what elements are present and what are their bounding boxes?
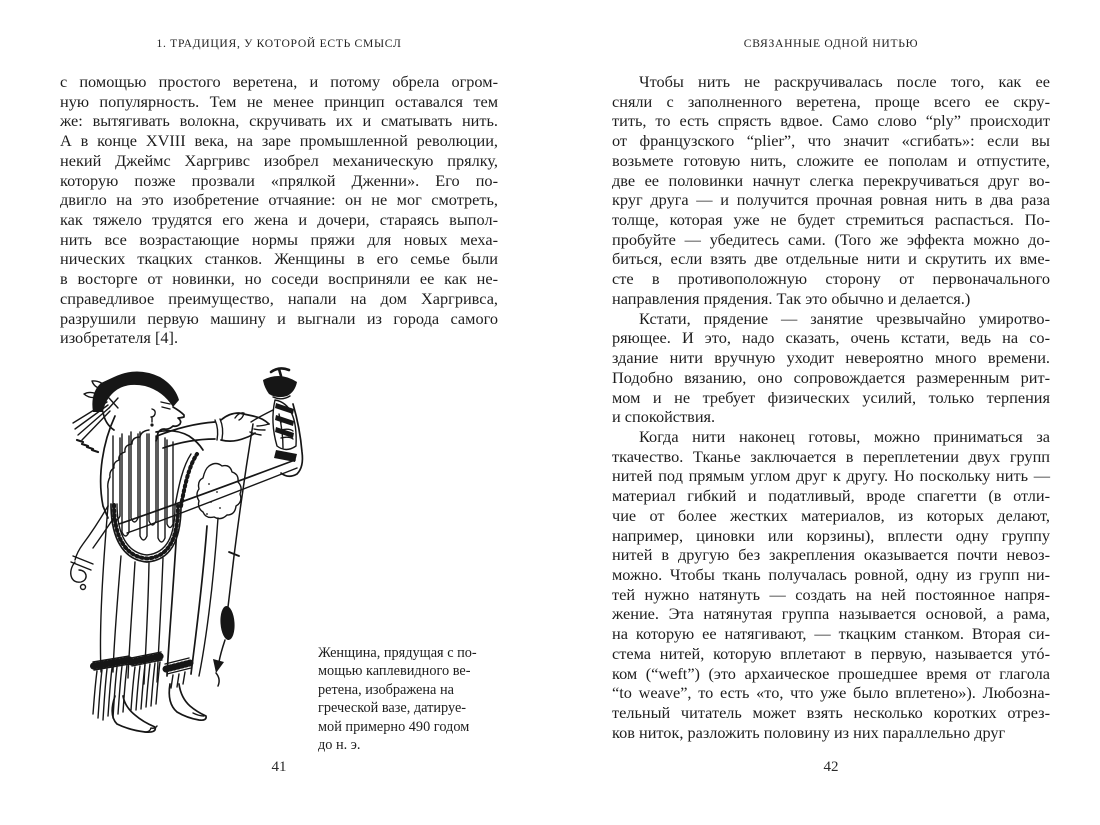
text-line: Кстати, прядение — занятие чрезвычайно умиротво-	[639, 308, 1050, 328]
text-line: две ее половинки начнут слегка перекручиваться друг во-	[612, 170, 1050, 190]
text-line: ткачество. Тканье заключается в переплетении двух групп	[612, 446, 1050, 466]
paragraph	[318, 644, 502, 754]
text-line: с помощью простого веретена, и потому обрела огром-	[60, 72, 498, 91]
text-line: же: вытягивать волокна, скручивать их и сматывать нить.	[60, 111, 498, 131]
text-line: тить, то есть спрясть вдвое. Само слово “ply” происходит	[612, 111, 1050, 131]
text-line: Чтобы нить не раскручивалась после того, как ее	[639, 72, 1050, 91]
text-line: нитей в другую без закрепления оказывается почти невоз-	[612, 545, 1050, 565]
text-line: изобретателя [4].	[60, 328, 179, 348]
text-line: мощью каплевидного ве-	[318, 663, 471, 680]
text-line: до н. э.	[318, 737, 361, 754]
paragraph	[612, 309, 1050, 427]
text-line: Женщина, прядущая с по-	[318, 645, 477, 661]
text-line: ретена, изображена на	[318, 681, 454, 698]
page-number-right: 42	[823, 759, 839, 775]
illustration-caption	[318, 644, 502, 754]
paragraph	[612, 427, 1050, 743]
text-line: нить все возрастающие нормы пряжи для новых меха-	[60, 229, 498, 249]
running-header-left: 1. ТРАДИЦИЯ, У КОТОРОЙ ЕСТЬ СМЫСЛ	[156, 37, 402, 50]
page-right	[550, 0, 1100, 825]
text-line: в восторге от новинки, но соседи восприняли ее как не-	[60, 269, 498, 289]
text-line: направления прядения. Так это обычно и делается.)	[612, 288, 971, 308]
text-line: которую позже прозвали «прялкой Дженни». Его по-	[60, 170, 498, 190]
text-line: двигло на это изобретение отчаяние: он не мог смотреть,	[60, 190, 498, 210]
text-line: материал гибкий и податливый, вроде спагетти (в отли-	[612, 486, 1050, 506]
text-line: греческой вазе, датируе-	[318, 700, 467, 717]
text-line: от французского “plier”, что значит «сгибать»: если вы	[612, 131, 1050, 151]
paragraph	[60, 72, 498, 348]
text-line: ком (“weft”) (это архаическое прошедшее время от глагола	[612, 663, 1050, 683]
text-line: ряющее. И это, надо сказать, очень кстати, ведь на со-	[612, 328, 1050, 348]
greek-vase-spinner-illustration	[57, 366, 315, 766]
text-line: стема нитей, которую вплетают в первую, называется утó-	[612, 643, 1050, 663]
text-line: Подобно вязанию, оно сопровождается размеренным рит-	[612, 367, 1050, 387]
body-text-left	[60, 72, 498, 348]
text-line: толще, которая уже не будет стремиться распасться. По-	[612, 210, 1050, 230]
text-line: на которую ее натягивают, — ткацким станком. Вторая си-	[612, 624, 1050, 644]
text-line: “to weave”, то есть «то, что уже было вплетено»). Любозна-	[612, 683, 1050, 703]
text-line: нитей под прямым углом друг к другу. Но поскольку нить —	[612, 466, 1050, 486]
text-line: мой примерно 490 годом	[318, 718, 470, 735]
text-line: мом и не требует физических усилий, только терпения	[612, 387, 1050, 407]
body-text-right	[612, 72, 1050, 742]
text-line: как тяжело трудятся его жена и дочери, стараясь выпол-	[60, 210, 498, 230]
running-header-right: СВЯЗАННЫЕ ОДНОЙ НИТЬЮ	[743, 37, 919, 50]
text-line: сте в противоположную сторону от первоначального	[612, 269, 1050, 289]
text-line: Когда нити наконец готовы, можно приниматься за	[639, 426, 1050, 446]
text-line: ную популярность. Тем не менее принцип оставался тем	[60, 91, 498, 111]
text-line: круг друга — и получится прочная ровная нить в два раза	[612, 190, 1050, 210]
text-line: чие от более жестких материалов, из которых делают,	[612, 505, 1050, 525]
text-line: нических ткацких станков. Женщины в его семье были	[60, 249, 498, 269]
text-line: сняли с заполненного веретена, проще всего ее скру-	[612, 91, 1050, 111]
text-line: тельный читатель может взять несколько коротких отрез-	[612, 703, 1050, 722]
spinning-woman-drawing	[57, 366, 315, 766]
text-line: биться, если взять две отдельные нити и скрутить их вме-	[612, 249, 1050, 269]
text-line: здание нити вручную уходит невероятно много времени.	[612, 348, 1050, 368]
page-number-left: 41	[271, 759, 287, 775]
text-line: разрушили первую машину и выгнали из города самого	[60, 308, 498, 328]
text-line: возьмете готовую нить, сложите ее пополам и отпустите,	[612, 150, 1050, 170]
paragraph	[612, 72, 1050, 309]
text-line: тей нужно натянуть — создать на ней постоянное напря-	[612, 584, 1050, 604]
text-line: пробуйте — убедитесь сами. (Того же эффекта можно до-	[612, 229, 1050, 249]
text-line: можно. Чтобы ткань получалась ровной, одну из групп ни-	[612, 564, 1050, 584]
text-line: например, циновки или корзины), вплести одну группу	[612, 525, 1050, 545]
text-line: А в конце XVIII века, на заре промышленной революции,	[60, 131, 498, 151]
text-line: ков ниток, разложить половину из них параллельно друг	[612, 722, 1006, 742]
text-line: справедливое преимущество, напали на дом Харгривса,	[60, 288, 498, 308]
text-line: и спокойствия.	[612, 407, 716, 427]
text-line: жение. Эта натянутая группа называется основой, а рама,	[612, 604, 1050, 624]
text-line: некий Джеймс Харгривс изобрел механическую прялку,	[60, 150, 498, 170]
